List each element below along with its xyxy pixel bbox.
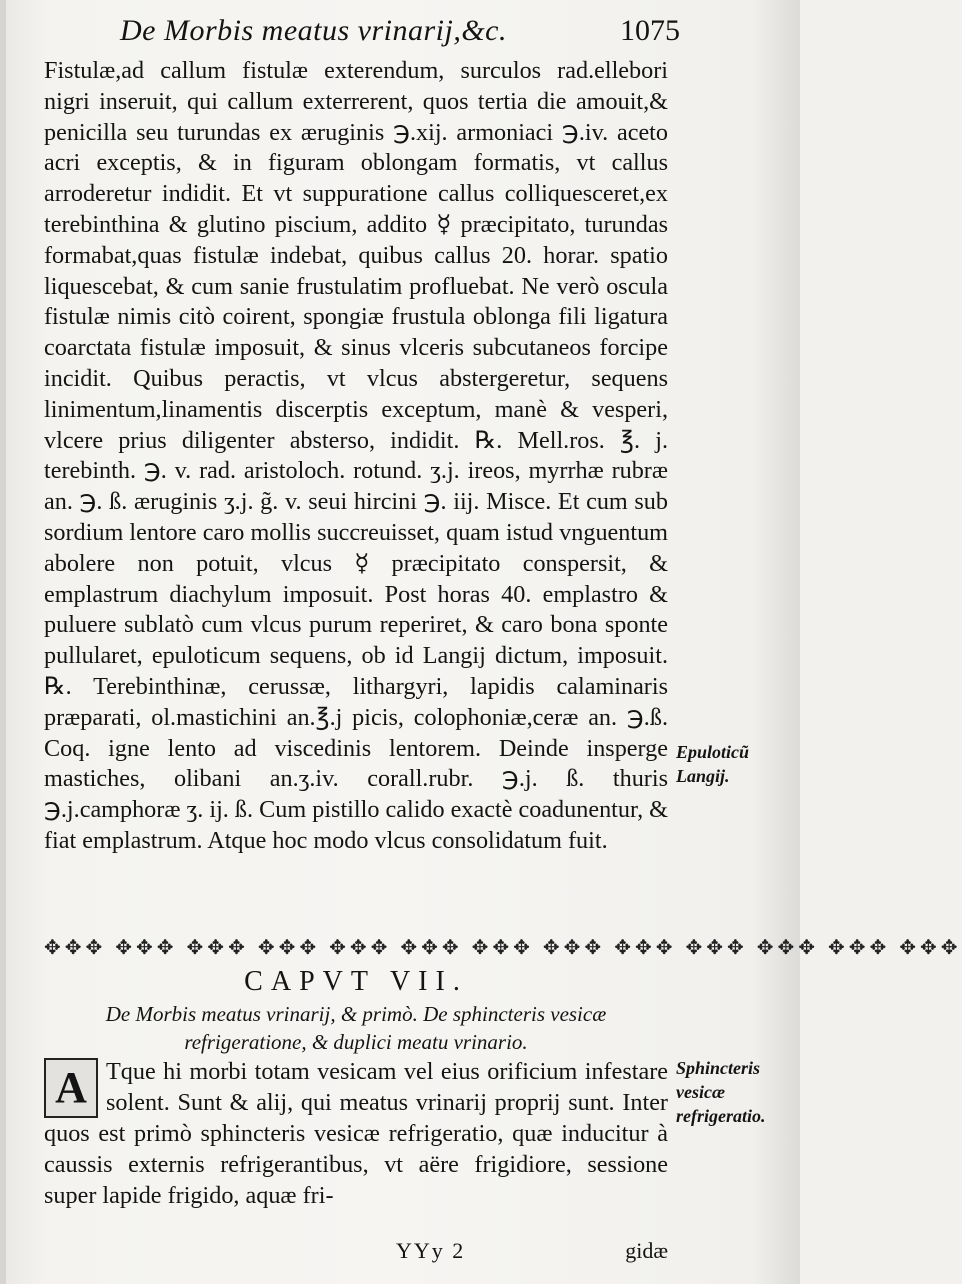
chapter-subtitle: De Morbis meatus vrinarij, & primò. De sphincteris vesicæ refrigeratione, & duplici meatu vrinario.	[105, 1002, 607, 1054]
page-header	[120, 14, 680, 56]
chapter-paragraph: Tque hi morbi totam vesicam vel eius orificium infestare solent. Sunt & alij, qui meatus vrinarij proprij sunt. Inter quos est primò sphincteris vesicæ refrigeratio, quæ inducitur à caussis externis refrigerantibus, vt aëre frigidiore, sessione super lapide frigido, aquæ fri-	[44, 1058, 668, 1209]
page-edge	[0, 0, 6, 1284]
ornament-divider: ✥✥✥ ✥✥✥ ✥✥✥ ✥✥✥ ✥✥✥ ✥✥✥ ✥✥✥ ✥✥✥ ✥✥✥ ✥✥✥ ✥✥✥ ✥✥✥ ✥✥✥	[44, 937, 962, 959]
drop-cap: A	[44, 1058, 98, 1118]
page-number: 1075	[620, 14, 680, 47]
chapter-title: CAPVT VII.	[244, 966, 468, 997]
margin-note-epulotica: Epuloticũ Langij.	[676, 742, 750, 786]
margin-note-sphincter: Sphincteris vesicæ refrigeratio.	[676, 1058, 766, 1126]
signature-mark: YYy 2	[396, 1238, 466, 1263]
body-paragraph: Fistulæ,ad callum fistulæ exterendum, surculos rad.ellebori nigri inseruit, qui callum exterrerent, quos tertia die amouit,& penicilla seu turundas ex æruginis ℈.xij. armoniaci ℈.iv. aceto acri exceptis, & in figuram oblongam formatis, vt callus arroderetur indidit. Et vt suppuratione callus colliquesceret,ex terebinthina & glutino piscium, addito ☿ præcipitato, turundas formabat,quas fistulæ indebat, quibus callus 20. horar. spatio liquescebat, & cum sanie frustulatim profluebat. Ne verò oscula fistulæ nimis citò coirent, spongiæ frustula oblonga fili ligatura coarctata fistulæ imposuit, & sinus vlceris subcutaneos forcipe incidit. Quibus peractis, vt vlcus abstergeretur, sequens linimentum,linamentis discerptis exceptum, manè & vesperi, vlcere prius diligenter absterso, indidit. ℞. Mell.ros. ℥. j. terebinth. ℈. v. rad. aristoloch. rotund. ʒ.j. ireos, myrrhæ rubræ an. ℈. ß. æruginis ʒ.j. g̃. v. seui hircini ℈. iij. Misce. Et cum sub sordium lentore caro mollis succreuisset, quam istud vnguentum abolere non potuit, vlcus ☿ præcipitato conspersit, & emplastrum diachylum imposuit. Post horas 40. emplastro & puluere sublatò cum vlcus purum reperiret, & caro bona sponte pullularet, epuloticum sequens, ob id Langij dictum, imposuit. ℞. Terebinthinæ, cerussæ, lithargyri, lapidis calaminaris præparati, ol.mastichini an.℥.j picis, colophoniæ,ceræ an. ℈.ß. Coq. igne lento ad viscedinis lentorem. Deinde insperge mastiches, olibani an.ʒ.iv. corall.rubr. ℈.j. ß. thuris ℈.j.camphoræ ʒ. ij. ß. Cum pistillo calido exactè coadunentur, & fiat emplastrum. Atque hoc modo vlcus consolidatum fuit.	[44, 57, 668, 854]
running-title: De Morbis meatus vrinarij,&c.	[120, 14, 507, 47]
chapter-text	[44, 1056, 668, 1211]
page-footer	[44, 1238, 668, 1270]
catchword: gidæ	[625, 1238, 668, 1263]
body-text	[44, 56, 668, 857]
